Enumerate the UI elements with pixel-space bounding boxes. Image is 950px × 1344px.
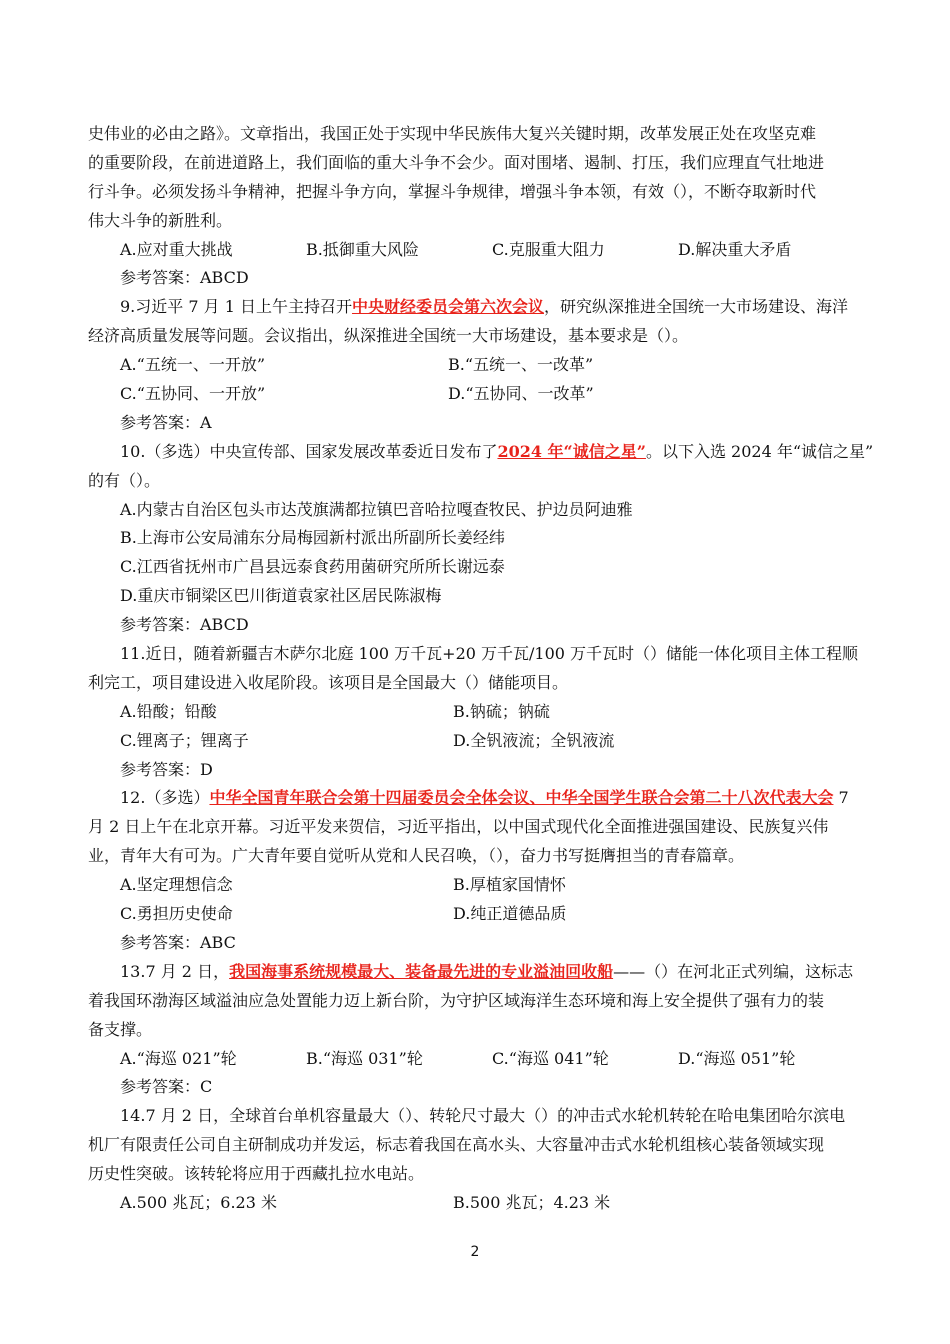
q13-options xyxy=(88,1045,864,1074)
option-a: A.“五统一、一开放” xyxy=(120,355,266,375)
q10-stem-line-1 xyxy=(88,438,874,467)
q13-stem-line-1 xyxy=(88,958,864,987)
option-d: D.“海巡 051”轮 xyxy=(678,1048,796,1068)
q10-stem-text: 10.（多选）中央宣传部、国家发展改革委近日发布了 xyxy=(120,441,498,461)
q9-highlight-link[interactable]: 中央财经委员会第六次会议 xyxy=(351,297,544,317)
paragraph-line: 行斗争。必须发扬斗争精神，把握斗争方向，掌握斗争规律，增强斗争本领，有效（），不断夺取新时代 xyxy=(88,181,817,201)
option-c: C.锂离子；锂离子 xyxy=(120,730,249,750)
q10-stem-text: 。以下入选 2024 年“诚信之星” xyxy=(645,441,874,461)
paragraph-line: 伟大斗争的新胜利。 xyxy=(88,210,233,230)
option-c: C.勇担历史使命 xyxy=(120,904,233,924)
q12-answer: 参考答案：ABC xyxy=(120,932,236,952)
option-c: C.“海巡 041”轮 xyxy=(492,1048,609,1068)
q9-stem-line-1 xyxy=(88,293,864,322)
document-body xyxy=(88,120,874,1218)
option-b: B.“海巡 031”轮 xyxy=(306,1048,423,1068)
q12-stem-line-1 xyxy=(88,784,864,813)
q13-stem-text: 13.7 月 2 日， xyxy=(120,961,230,981)
option-b: B.500 兆瓦；4.23 米 xyxy=(453,1192,611,1212)
q10-stem-line-2: 的有（）。 xyxy=(88,470,161,490)
q9-stem-line-2: 经济高质量发展等问题。会议指出，纵深推进全国统一大市场建设，基本要求是（）。 xyxy=(88,326,689,346)
paragraph-line: 的重要阶段，在前进道路上，我们面临的重大斗争不会少。面对围堵、遏制、打压，我们应理直气壮地进 xyxy=(88,152,825,172)
option-a: A.坚定理想信念 xyxy=(120,875,233,895)
option-b: B.厚植家国情怀 xyxy=(453,875,566,895)
q9-options-row-1 xyxy=(88,351,864,380)
option-b: B.“五统一、一改革” xyxy=(448,355,594,375)
option-d: D.“五协同、一改革” xyxy=(448,384,594,404)
q10-answer: 参考答案：ABCD xyxy=(120,615,249,635)
q11-stem-line-2: 利完工，项目建设进入收尾阶段。该项目是全国最大（）储能项目。 xyxy=(88,672,569,692)
q9-stem-text: ，研究纵深推进全国统一大市场建设、海洋 xyxy=(544,297,849,317)
q8-options xyxy=(88,236,864,265)
option-b: B.抵御重大风险 xyxy=(306,239,419,259)
option-c: C.“五协同、一开放” xyxy=(120,384,266,404)
q8-answer: 参考答案：ABCD xyxy=(120,268,249,288)
option-d: D.全钒液流；全钒液流 xyxy=(453,730,615,750)
q12-stem-text: 7 xyxy=(833,788,849,808)
option-a: A.应对重大挑战 xyxy=(120,239,233,259)
option-c: C.克服重大阻力 xyxy=(492,239,605,259)
paragraph-line: 史伟业的必由之路》。文章指出，我国正处于实现中华民族伟大复兴关键时期，改革发展正处在攻坚克难 xyxy=(88,124,817,143)
q11-options-row-2 xyxy=(88,727,864,756)
q9-options-row-2 xyxy=(88,380,864,409)
q12-options-row-2 xyxy=(88,900,864,929)
q14-stem-line-3: 历史性突破。该转轮将应用于西藏扎拉水电站。 xyxy=(88,1164,425,1184)
option-d: D.解决重大矛盾 xyxy=(678,239,792,259)
option-a: A.“海巡 021”轮 xyxy=(120,1048,237,1068)
q12-highlight-link[interactable]: 中华全国青年联合会第十四届委员会全体会议、中华全国学生联合会第二十八次代表大会 xyxy=(209,788,834,808)
q13-stem-line-3: 备支撑。 xyxy=(88,1019,153,1039)
q11-stem-line-1: 11.近日，随着新疆吉木萨尔北庭 100 万千瓦+20 万千瓦/100 万千瓦时（）储能一体化项目主体工程顺 xyxy=(120,644,859,664)
option-d: D.纯正道德品质 xyxy=(453,904,567,924)
page-number: 2 xyxy=(470,1244,480,1260)
q14-options-row-1 xyxy=(88,1189,864,1218)
q10-highlight-link[interactable]: 2024 年“诚信之星” xyxy=(497,441,646,461)
q12-stem-line-3: 业，青年大有可为。广大青年要自觉听从党和人民召唤，（），奋力书写挺膺担当的青春篇章。 xyxy=(88,846,745,866)
option-a: A.内蒙古自治区包头市达茂旗满都拉镇巴音哈拉嘎查牧民、护边员阿迪雅 xyxy=(120,499,633,519)
q14-stem-line-2: 机厂有限责任公司自主研制成功并发运，标志着我国在高水头、大容量冲击式水轮机组核心装备领域实现 xyxy=(88,1135,825,1155)
q12-options-row-1 xyxy=(88,871,864,900)
option-a: A.铅酸；铅酸 xyxy=(120,701,217,721)
q13-highlight-link[interactable]: 我国海事系统规模最大、装备最先进的专业溢油回收船 xyxy=(229,961,614,981)
q12-stem-text: 12.（多选） xyxy=(120,788,210,808)
option-b: B.钠硫；钠硫 xyxy=(453,701,550,721)
q13-stem-line-2: 着我国环渤海区域溢油应急处置能力迈上新台阶，为守护区域海洋生态环境和海上安全提供了强有力的装 xyxy=(88,990,825,1010)
option-d: D.重庆市铜梁区巴川街道袁家社区居民陈淑梅 xyxy=(120,586,442,606)
option-b: B.上海市公安局浦东分局梅园新村派出所副所长姜经纬 xyxy=(120,528,505,548)
q9-answer: 参考答案：A xyxy=(120,412,212,432)
option-c: C.江西省抚州市广昌县远泰食药用菌研究所所长谢远泰 xyxy=(120,557,505,577)
q9-stem-text: 9.习近平 7 月 1 日上午主持召开 xyxy=(120,297,352,317)
q11-options-row-1 xyxy=(88,698,864,727)
q12-stem-line-2: 月 2 日上午在北京开幕。习近平发来贺信，习近平指出，以中国式现代化全面推进强国建设、民族复兴伟 xyxy=(88,817,829,837)
option-a: A.500 兆瓦；6.23 米 xyxy=(120,1192,277,1212)
q13-answer: 参考答案：C xyxy=(120,1077,213,1097)
q11-answer: 参考答案：D xyxy=(120,759,213,779)
q13-stem-text: ——（）在河北正式列编，这标志 xyxy=(613,961,854,981)
q14-stem-line-1: 14.7 月 2 日，全球首台单机容量最大（）、转轮尺寸最大（）的冲击式水轮机转轮在哈电集团哈尔滨电 xyxy=(120,1106,846,1126)
